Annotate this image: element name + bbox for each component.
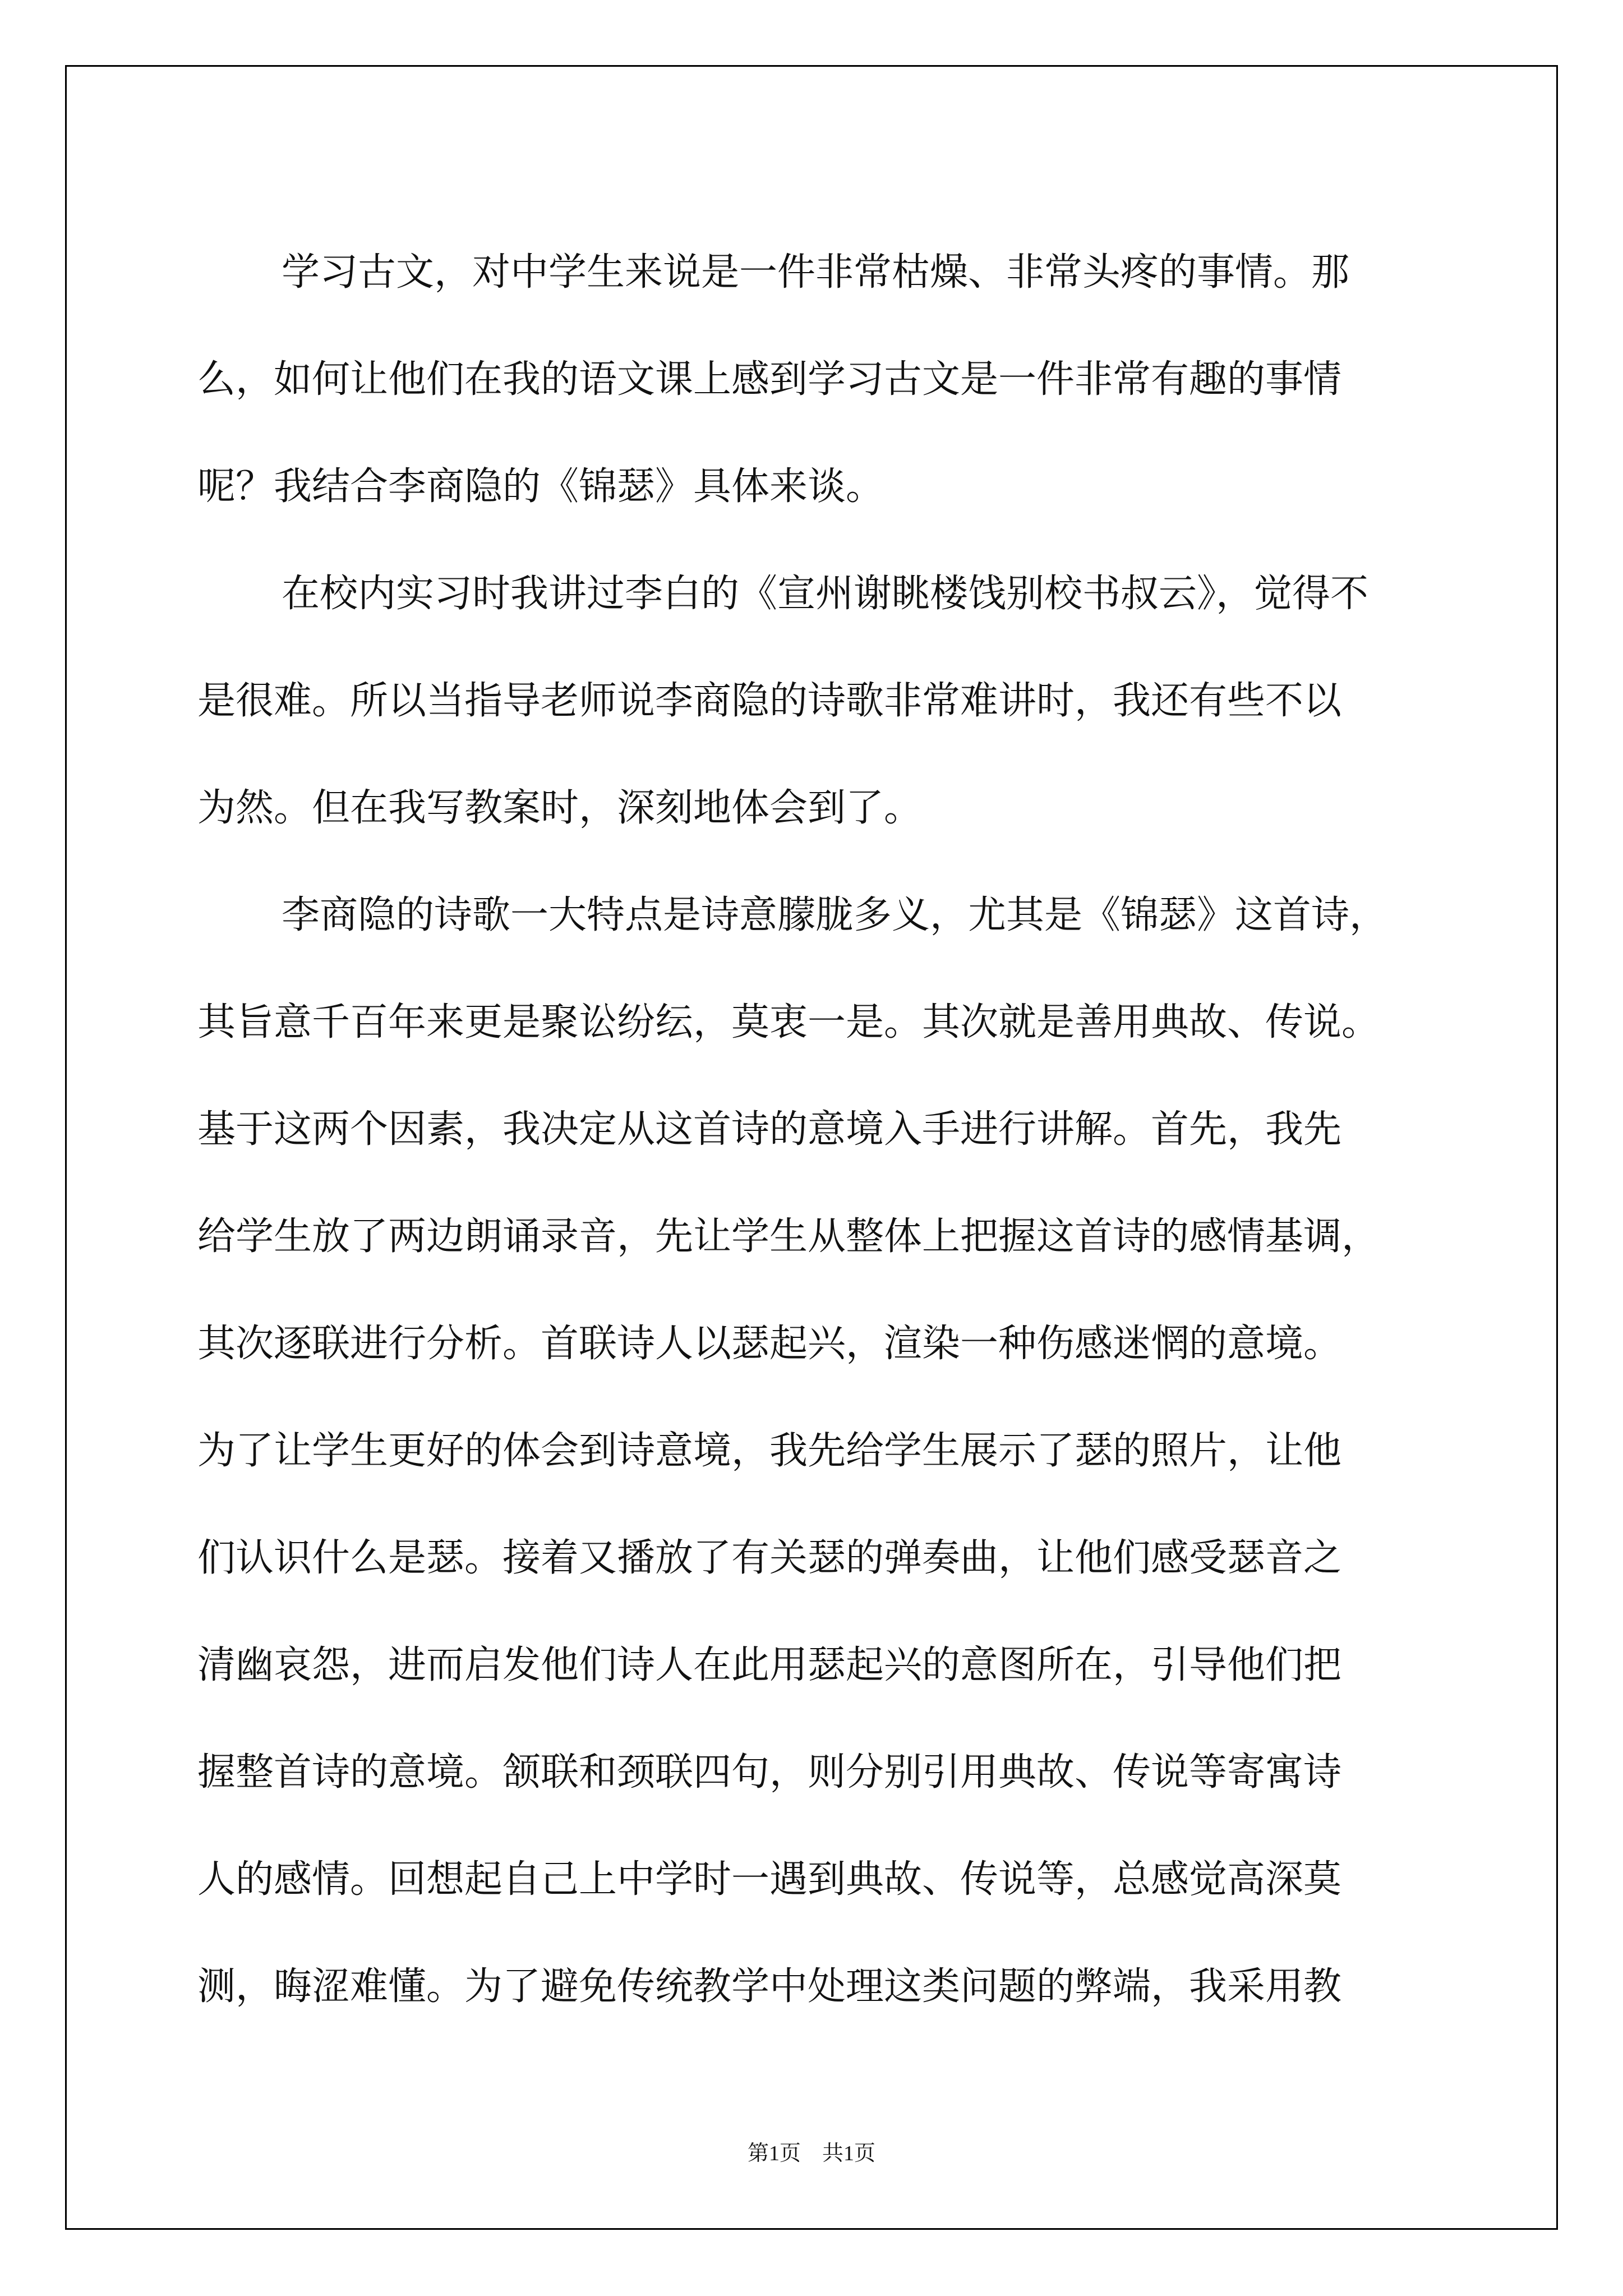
paragraph-3-line-1: 李商隐的诗歌一大特点是诗意朦胧多义，尤其是《锦瑟》这首诗， [282, 893, 1388, 937]
paragraph-3-line-6: 为了让学生更好的体会到诗意境，我先给学生展示了瑟的照片，让他 [197, 1429, 1342, 1473]
paragraph-3-line-5: 其次逐联进行分析。首联诗人以瑟起兴，渲染一种伤感迷惘的意境。 [197, 1322, 1342, 1366]
document-body [197, 219, 1426, 2040]
paragraph-3-line-10: 人的感情。回想起自己上中学时一遇到典故、传说等，总感觉高深莫 [197, 1857, 1342, 1902]
paragraph-2-line-1: 在校内实习时我讲过李白的《宣州谢眺楼饯别校书叔云》，觉得不 [282, 572, 1369, 616]
paragraph-3-line-7: 们认识什么是瑟。接着又播放了有关瑟的弹奏曲，让他们感受瑟音之 [197, 1536, 1342, 1580]
paragraph-1-line-3: 呢？我结合李商隐的《锦瑟》具体来谈。 [197, 464, 884, 509]
paragraph-2-line-3: 为然。但在我写教案时，深刻地体会到了。 [197, 786, 923, 830]
paragraph-1-line-1: 学习古文，对中学生来说是一件非常枯燥、非常头疼的事情。那 [282, 250, 1350, 295]
paragraph-3-line-2: 其旨意千百年来更是聚讼纷纭，莫衷一是。其次就是善用典故、传说。 [197, 1000, 1380, 1045]
paragraph-1-line-2: 么，如何让他们在我的语文课上感到学习古文是一件非常有趣的事情 [197, 357, 1342, 402]
paragraph-3-line-8: 清幽哀怨，进而启发他们诗人在此用瑟起兴的意图所在，引导他们把 [197, 1643, 1342, 1687]
paragraph-3-line-9: 握整首诗的意境。颔联和颈联四句，则分别引用典故、传说等寄寓诗 [197, 1750, 1342, 1795]
paragraph-2-line-2: 是很难。所以当指导老师说李商隐的诗歌非常难讲时，我还有些不以 [197, 679, 1342, 723]
paragraph-3-line-4: 给学生放了两边朗诵录音，先让学生从整体上把握这首诗的感情基调， [197, 1214, 1380, 1259]
page-footer: 第1页 共1页 [747, 2142, 875, 2165]
paragraph-3-line-3: 基于这两个因素，我决定从这首诗的意境入手进行讲解。首先，我先 [197, 1107, 1342, 1152]
paragraph-3-line-11: 测，晦涩难懂。为了避免传统教学中处理这类问题的弊端，我采用教 [197, 1964, 1342, 2009]
